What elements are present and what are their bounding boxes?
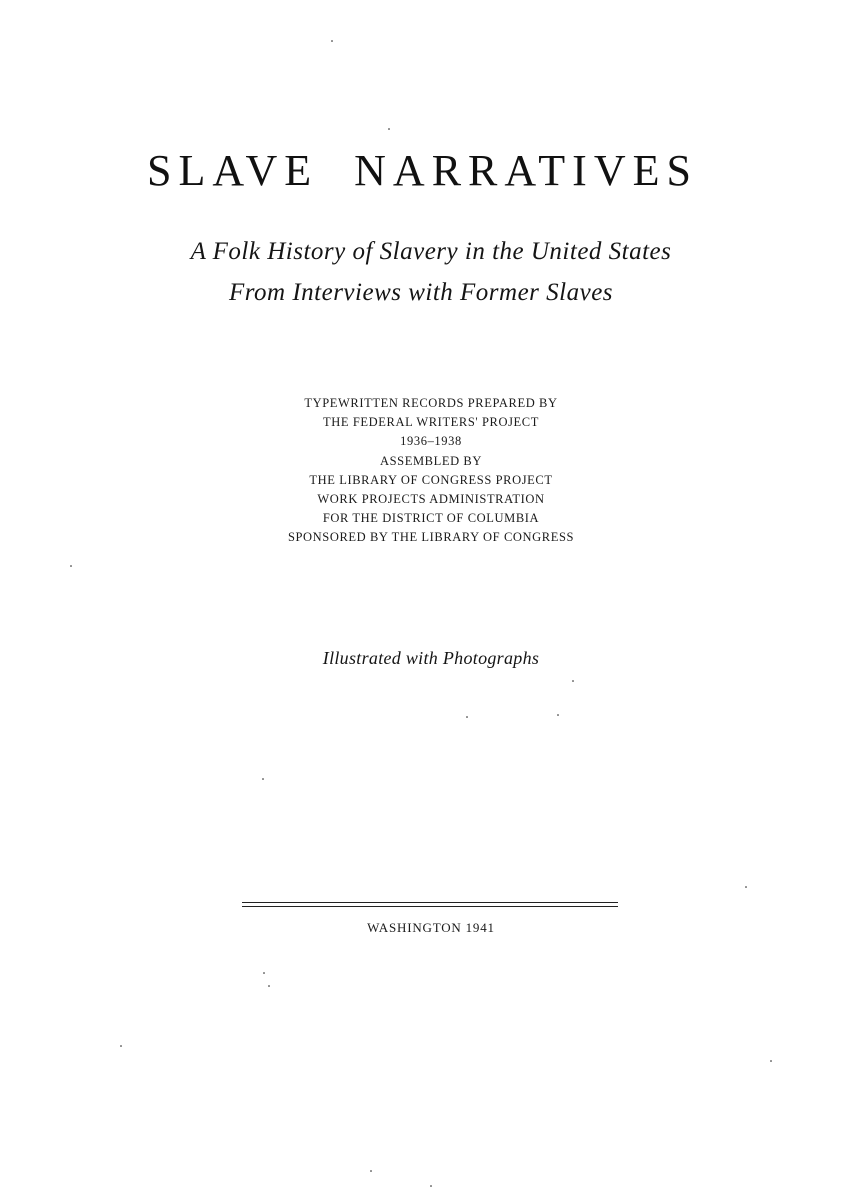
illustrated-note: Illustrated with Photographs	[322, 648, 540, 668]
book-title	[0, 145, 845, 196]
subtitle-line-1: A Folk History of Slavery in the United States	[190, 238, 672, 265]
scan-speck	[557, 714, 559, 716]
records-line: WORK PROJECTS ADMINISTRATION	[317, 492, 545, 507]
imprint-place-year: WASHINGTON 1941	[367, 920, 495, 935]
scan-speck	[331, 40, 333, 42]
subtitle-line-2: From Interviews with Former Slaves	[228, 279, 614, 306]
divider-rule	[242, 902, 618, 903]
scan-speck	[572, 680, 574, 682]
scan-speck	[120, 1045, 122, 1047]
scan-speck	[388, 128, 390, 130]
scan-speck	[430, 1185, 432, 1187]
records-block	[0, 394, 845, 548]
scan-speck	[770, 1060, 772, 1062]
records-line: 1936–1938	[400, 434, 462, 449]
records-line: SPONSORED BY THE LIBRARY OF CONGRESS	[287, 530, 575, 545]
scan-speck	[263, 972, 265, 974]
records-line: THE LIBRARY OF CONGRESS PROJECT	[309, 472, 553, 487]
book-title-word-2: NARRATIVES	[354, 146, 698, 195]
scan-speck	[268, 985, 270, 987]
divider-rule-thin	[242, 906, 618, 907]
scan-speck	[466, 716, 468, 718]
records-line: TYPEWRITTEN RECORDS PREPARED BY	[304, 396, 558, 410]
records-line: THE FEDERAL WRITERS' PROJECT	[323, 415, 539, 430]
book-title-word-1: SLAVE	[147, 146, 319, 195]
records-line: ASSEMBLED BY	[379, 453, 482, 468]
records-line: FOR THE DISTRICT OF COLUMBIA	[322, 511, 540, 526]
scan-speck	[70, 565, 72, 567]
scan-speck	[745, 886, 747, 888]
scan-speck	[262, 778, 264, 780]
scan-speck	[370, 1170, 372, 1172]
